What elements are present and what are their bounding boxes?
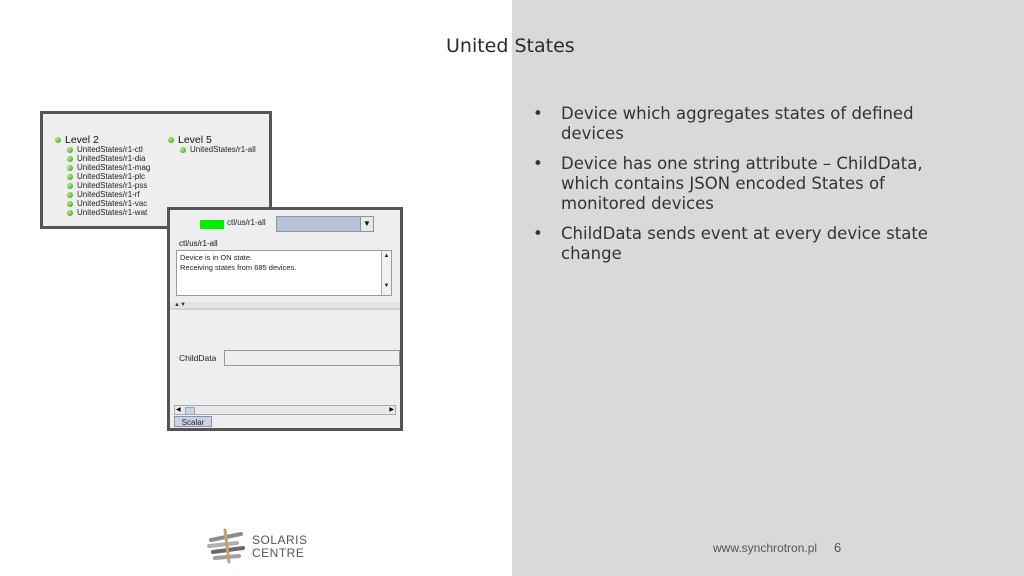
state-ok-icon — [67, 174, 73, 180]
logo-text — [252, 534, 308, 560]
bullet-item: • ChildData sends event at every device state change — [533, 224, 928, 263]
bullet-item: • Device has one string attribute – ChildData, which contains JSON encoded States of monitored devices — [533, 154, 923, 213]
tree-item[interactable] — [55, 172, 150, 181]
level-5-label: Level 5 — [178, 133, 212, 146]
bullet-item: • Device which aggregates states of defined devices — [533, 104, 914, 143]
solaris-logo — [207, 526, 327, 570]
logo-line: SOLARIS — [252, 533, 308, 547]
scroll-right-icon[interactable]: ▶ — [389, 407, 394, 413]
device-name: ctl/us/r1-all — [227, 218, 266, 227]
childdata-value-field[interactable] — [224, 350, 400, 366]
scrollbar-thumb[interactable] — [185, 407, 195, 415]
tree-item[interactable] — [55, 145, 150, 154]
tree-item-label: UnitedStates/r1-all — [190, 145, 256, 154]
state-ok-icon — [67, 192, 73, 198]
state-ok-icon — [168, 137, 174, 143]
slide-title: United States — [446, 35, 575, 57]
tree-item[interactable] — [55, 199, 150, 208]
tree-item-label: UnitedStates/r1-dia — [77, 154, 146, 163]
tree-item-label: UnitedStates/r1-mag — [77, 163, 151, 172]
tree-item[interactable] — [55, 181, 150, 190]
horizontal-scrollbar[interactable] — [174, 405, 396, 415]
state-ok-icon — [67, 201, 73, 207]
state-ok-icon — [67, 156, 73, 162]
tab-scalar[interactable]: Scalar — [174, 416, 212, 427]
bullet-list — [533, 104, 953, 274]
tree-item[interactable] — [55, 190, 150, 199]
tree-level-2 — [55, 134, 150, 217]
tree-item[interactable] — [55, 154, 150, 163]
right-background-panel — [512, 0, 1024, 576]
status-scrollbar[interactable]: ▲ ▼ — [381, 251, 391, 295]
level-2-label: Level 2 — [65, 133, 99, 146]
state-ok-icon — [67, 183, 73, 189]
state-ok-icon — [67, 147, 73, 153]
bullet-text: ChildData sends event at every device state change — [561, 224, 928, 263]
tree-item[interactable] — [55, 163, 150, 172]
tree-node-level-2[interactable] — [55, 134, 150, 145]
tree-item[interactable] — [168, 145, 256, 154]
tree-item-label: UnitedStates/r1-pss — [77, 181, 148, 190]
device-panel-window — [167, 207, 403, 431]
device-state-indicator — [200, 220, 224, 229]
state-ok-icon — [67, 165, 73, 171]
tree-level-5 — [168, 134, 256, 154]
tree-item-label: UnitedStates/r1-vac — [77, 199, 148, 208]
status-line: Device is in ON state. — [180, 253, 253, 262]
state-ok-icon — [55, 137, 61, 143]
chevron-down-icon[interactable]: ▼ — [360, 217, 373, 231]
status-line: Receiving states from 685 devices. — [180, 263, 297, 272]
state-ok-icon — [67, 210, 73, 216]
state-ok-icon — [180, 147, 186, 153]
device-selector-dropdown[interactable] — [276, 216, 374, 232]
device-label: ctl/us/r1-all — [179, 239, 218, 248]
footer-url: www.synchrotron.pl — [713, 541, 818, 555]
panel-splitter[interactable]: ▲▼ — [170, 302, 400, 310]
bullet-text: Device has one string attribute – ChildData, which contains JSON encoded States of monitored devices — [561, 154, 923, 213]
bullet-text: Device which aggregates states of defined devices — [561, 104, 914, 143]
childdata-label: ChildData — [179, 353, 217, 363]
tree-item-label: UnitedStates/r1-wat — [77, 208, 148, 217]
solaris-logo-icon — [207, 526, 247, 566]
scroll-left-icon[interactable]: ◀ — [176, 407, 181, 413]
tree-item-label: UnitedStates/r1-rf — [77, 190, 140, 199]
tree-item[interactable] — [55, 208, 150, 217]
device-status-text — [176, 250, 392, 296]
tree-item-label: UnitedStates/r1-ctl — [77, 145, 143, 154]
tree-item-label: UnitedStates/r1-plc — [77, 172, 146, 181]
page-number: 6 — [834, 540, 842, 555]
tree-node-level-5[interactable] — [168, 134, 256, 145]
logo-line: CENTRE — [252, 546, 305, 560]
